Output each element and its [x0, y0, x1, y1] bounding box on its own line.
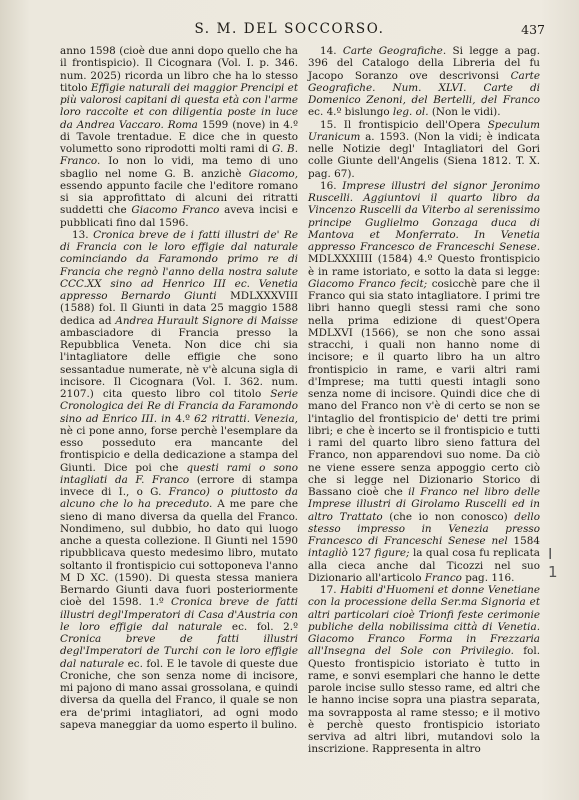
italic-text: Franco	[424, 571, 462, 584]
italic-text: Carte Geografiche.	[342, 45, 447, 57]
italic-text: figure;	[374, 547, 410, 560]
text-run: MDLXXXIIII (1584) 4.º Questo frontispicio è in rame istoriato, e sotto la data si legge:	[308, 253, 540, 278]
italic-text: Franco) o piuttosto da alcuno che lo ha preceduto.	[60, 486, 298, 511]
paragraph	[60, 229, 298, 731]
italic-text: Giacomo Franco	[131, 204, 220, 217]
margin-mark-2: 1	[548, 563, 558, 581]
running-head-title: S. M. DEL SOCCORSO.	[194, 21, 385, 37]
text-run: anno 1598 (cioè due anni dopo quello che ha il frontispicio). Il Cicognara (Vol. I. p. 346. num. 2025) ricorda un libro che ha lo stesso titolo	[60, 45, 298, 94]
text-run: cosicchè pare che il Franco qui sia stato intagliatore. I primi tre libri hanno quegli stessi rami che sono nella prima edizione di quest'Opera MDLXVI (1566), se non che sono assai stracchi, i quali non hanno nome di incisore; e il quarto libro ha un altro frontispicio in rame, e varii altri rami d'Imprese; ma tutti questi intagli sono senza nome di incisore. Quindi dice che di mano del Franco non v'è di certo se non se l'intaglio del frontispicio de' detti tre primi libri; e che è incerto se il frontispicio e tutti i rami del quarto libro sieno fattura del Franco, non apparendovi suo nome. Da ciò ne viene essere senza appoggio certo ciò che si legge nel Dizionario Storico di Bassano cioè che	[308, 277, 540, 498]
margin-pencil-mark	[548, 545, 579, 581]
italic-text: Andrea Hurault Signore di Maisse	[115, 314, 299, 327]
italic-text: Habiti d'Huomeni et donne Venetiane con la processione della Ser.ma Signoria et altri particolari cioè Trionfi feste cerimonie publiche della nobilissima città di Venetia. Giacomo Franco Forma in Frezzaria all'Insegna del Sole con Privilegio.	[308, 584, 540, 658]
text-run: 14.	[320, 45, 343, 57]
italic-text: Giacomo,	[248, 167, 298, 180]
text-run: A me pare che sieno di mano diversa da quella del Franco. Nondimeno, sul dubbio, ho dato qui luogo anche a questa collezione. Il Giunti nel 1590 ripubblicava questo medesimo libro, mutato soltanto il frontispicio cui sottoponeva l'anno M D XC. (1590). Di questa stessa maniera Bernardo Giunti dava fuori posteriormente cioè del 1598. 1.º	[60, 498, 299, 609]
text-run: Si legge a pag. 396 del Catalogo della Libreria del fu Jacopo Soranzo ove descrivonsi	[308, 45, 541, 82]
page-number: 437	[521, 22, 545, 37]
text-run: Io non lo vidi, ma temo di uno sbaglio nel nome G. B. anzichè	[60, 155, 298, 180]
text-run: fol. Questo frontispicio istoriato è tutto in rame, e sonvi esemplari che hanno le dette parole incise sullo stesso rame, ed altri che le hanno incise sopra una piastra separata, ma sovrapposta al rame stesso; e il motivo è perchè questo frontispicio istoriato serviva ad altri libri, mutandovi solo la inscrizione. Rappresenta in altro	[308, 645, 541, 756]
text-run: 4.º	[171, 412, 195, 425]
paragraph	[60, 45, 298, 229]
running-head	[40, 21, 545, 39]
paragraph	[308, 584, 540, 756]
italic-text: dello stesso impresso in Venezia presso Francesco di Franceschi Senese nel	[308, 510, 540, 547]
text-run: 16.	[320, 179, 343, 192]
text-run: ec. 4.º bislungo	[308, 106, 393, 119]
italic-text: Imprese illustri del signor Jeronimo Ruscelli. Aggiuntovi il quarto libro da Vincenzo Ruscelli da Viterbo al serenissimo principe Guglielmo Gonzaga duca di Mantova et Monferrato. In Venetia appresso Francesco de Franceschi Senese.	[308, 179, 541, 253]
italic-text: il Franco nel libro delle Imprese illustri di Girolamo Ruscelli ed in altro Trattato	[308, 486, 540, 523]
text-run: a. 1593. (Non la vidi; è indicata nelle Notizie degl' Intagliatori del Gori colle Giunte dell'Angelis (Siena 1812. T. X. pag. 67).	[308, 130, 540, 180]
text-run: 15. Il frontispicio dell'Opera	[320, 118, 488, 131]
italic-text: Serie Cronologica dei Re di Francia da Faramondo sino ad Enrico III. in	[60, 388, 298, 425]
right-column	[308, 45, 540, 756]
text-run: ec. fol. E le tavole di queste due Croniche, che son senza nome di incisore, mi pajono di mano assai grossolana, e quindi diversa da quella del Franco, il quale se non era de'primi intagliatori, ad ogni modo sapeva maneggiar da uomo esperto il bulino.	[60, 657, 298, 731]
text-run: pag. 116.	[461, 571, 515, 584]
italic-text: Cronica breve de i fatti illustri de' Re di Francia con le loro effigie dal naturale cominciando da Faramondo primo re di Francia che regnò l'anno della nostra salute CCC.XX sino ad Henrico III ec. Venetia appresso Bernardo Giunti	[60, 228, 298, 302]
left-column	[60, 45, 298, 731]
text-run: la qual cosa fu replicata alla cieca anche dal Ticozzi nel suo Dizionario all'articolo	[308, 547, 540, 584]
italic-text: G. B. Franco.	[60, 143, 298, 168]
paragraph	[308, 119, 540, 180]
margin-mark-1: I	[548, 545, 553, 563]
text-run: 127	[347, 547, 375, 560]
paragraph	[308, 45, 540, 119]
italic-text: questi rami o sono intagliati da F. Franco	[60, 461, 298, 486]
italic-text: Cronica breve de fatti illustri degl'Imperatori di Casa d'Austria con le loro effigie dal naturale	[60, 596, 298, 633]
text-run: nè ci pone anno, forse perchè l'esemplare da esso posseduto era mancante del frontispicio e della dedicazione a stampa del Giunti. Dice poi che	[60, 424, 298, 474]
text-run: 17.	[320, 584, 341, 596]
text-run: 1599 (nove) in 4.º di Tavole trentadue. E dice che in questo volumetto sono riprodotti molti rami di	[60, 118, 298, 155]
paragraph	[308, 180, 540, 584]
text-run: essendo appunto facile che l'editore romano si sia approfittato di alcuni dei ritratti suddetti che	[60, 179, 298, 217]
text-run: (Non le vidi).	[428, 106, 501, 119]
italic-text: Cronica breve de fatti illustri degl'Imperatori de Turchi con le loro effigie dal naturale	[60, 633, 298, 670]
text-run: ec. fol. 2.º	[222, 620, 298, 633]
text-run: 13.	[72, 228, 94, 241]
italic-text: Effigie naturali dei maggior Prencipi et più valorosi capitani di questa età con l'arme loro raccolte et con diligentia poste in luce da Andrea Vaccaro. Roma	[60, 81, 299, 131]
italic-text: Carte Geografiche. Num. XLVI. Carte di Domenico Zenoni, del Bertelli, del Franco	[308, 69, 540, 106]
italic-text: intagliò	[308, 547, 348, 560]
italic-text: Speculum Uranicum	[308, 118, 540, 143]
text-run: (errore di stampa invece di I., o G.	[60, 473, 298, 498]
italic-text: 62 ritratti. Venezia,	[194, 412, 298, 425]
text-run: MDLXXXVIII (1588) fol. Il Giunti in data 25 maggio 1588 dedica ad	[60, 290, 298, 327]
italic-text: leg. ol.	[392, 106, 429, 119]
text-run: ambasciadore di Francia presso la Repubblica Veneta. Non dice chi sia l'intagliatore delle effigie che sono sessantadue numerate, nè v'è alcuna sigla di incisore. Il Cicognara (Vol. I. 362. num. 2107.) cita questo libro col titolo	[60, 326, 298, 400]
text-run: aveva incisi e pubblicati fino dal 1596.	[60, 204, 299, 229]
text-run: (che io non conosco)	[382, 510, 515, 523]
text-run: 1584	[507, 535, 540, 547]
italic-text: Giacomo Franco fecit;	[308, 277, 428, 290]
